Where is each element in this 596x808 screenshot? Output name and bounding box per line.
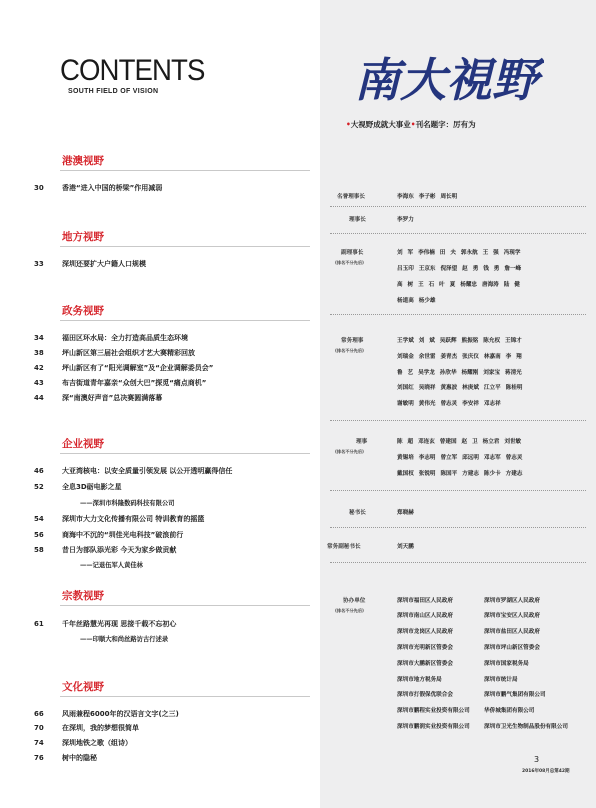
toc-page: 43	[34, 379, 44, 387]
section-heading: 港澳视野	[62, 155, 104, 167]
masthead-note: (排名不分先后)	[335, 608, 364, 613]
toc-page: 58	[34, 546, 44, 554]
slogan-main: 大视野成就大事业	[350, 120, 411, 129]
toc-entry[interactable]	[34, 753, 97, 764]
toc-title: 香港“进入中国的桥梁”作用减弱	[62, 184, 163, 192]
bullet-icon: •	[410, 120, 416, 129]
masthead-label: 协办单位	[343, 598, 366, 604]
masthead-names: 刘 军 李伟楠 田 夫 郭永航 王 强 冯现学	[397, 250, 521, 256]
masthead-label: 理事	[356, 439, 368, 445]
section-heading: 地方视野	[62, 231, 104, 243]
co-organizer: 深圳市鹏气集团有限公司	[484, 692, 546, 698]
toc-entry[interactable]	[34, 183, 162, 194]
toc-subtitle: ——记退伍军人黄佳林	[80, 562, 143, 569]
toc-entry[interactable]	[34, 482, 122, 493]
contents-subtitle: SOUTH FIELD OF VISION	[68, 88, 159, 95]
toc-title: 布吉街道青年嘉亲“众创大巴”探觅“痛点商机”	[62, 379, 207, 387]
masthead-names: 郑晓赫	[397, 510, 414, 516]
toc-title: 深圳还要扩大户籍人口规模	[62, 260, 146, 268]
magazine-logo-text: 南大視野	[354, 53, 538, 107]
toc-subtitle: ——深圳市科隆数码科技有限公司	[80, 500, 175, 507]
contents-title: CONTENTS	[60, 54, 205, 87]
toc-entry[interactable]	[34, 619, 176, 630]
co-organizer: 深圳市打假保优联合会	[397, 692, 453, 698]
masthead-divider	[330, 206, 586, 207]
section-divider	[60, 246, 310, 247]
toc-page: 34	[34, 334, 44, 342]
toc-page: 61	[34, 620, 44, 628]
toc-title: 坪山新区第三届社会组织才艺大赛精彩回放	[62, 349, 195, 357]
toc-entry[interactable]	[34, 363, 213, 374]
toc-entry[interactable]	[34, 348, 195, 359]
section-heading: 企业视野	[62, 438, 104, 450]
co-organizer: 深圳市盐田区人民政府	[484, 629, 540, 635]
toc-title: 深圳市大力文化传播有限公司 特训教育的摇篮	[62, 515, 205, 523]
co-organizer: 深圳市国家税务局	[484, 661, 529, 667]
masthead-names: 李罗力	[397, 217, 414, 223]
masthead-names: 高 树 王 石 叶 夏 杨耀忠 唐海涛 陆 健	[397, 282, 520, 288]
toc-entry[interactable]	[34, 259, 146, 270]
issue-info: 2016年08月总第42期	[522, 769, 570, 774]
toc-title: 在深圳，我的梦想很简单	[62, 724, 139, 732]
toc-subtitle: ——印顺大和尚丝路访古行述录	[80, 636, 169, 643]
section-divider	[60, 453, 310, 454]
toc-page: 74	[34, 739, 44, 747]
section-divider	[60, 170, 310, 171]
masthead-names: 李海东 李子彬 周长明	[397, 194, 458, 200]
masthead-label: 副理事长	[341, 250, 364, 256]
masthead-names: 刘国红 吴晓祥 黄惠波 林庚斌 江立平 陈桂明	[397, 385, 523, 391]
toc-title: 全息3D砺电影之星	[62, 483, 122, 491]
toc-page: 54	[34, 515, 44, 523]
toc-page: 38	[34, 349, 44, 357]
toc-entry[interactable]	[34, 723, 139, 734]
masthead-label: 秘书长	[349, 510, 366, 516]
toc-entry[interactable]	[34, 378, 206, 389]
toc-entry[interactable]	[34, 466, 232, 477]
masthead-divider	[330, 527, 586, 528]
masthead-names: 吕玉印 王京东 倪泽望 赵 勇 钱 勇 詹一峰	[397, 266, 522, 272]
section-heading: 宗教视野	[62, 590, 104, 602]
co-organizer: 深圳市龙岗区人民政府	[397, 629, 453, 635]
toc-entry[interactable]	[34, 738, 132, 749]
masthead-names: 杨道高 杨少雄	[397, 298, 436, 304]
section-heading: 文化视野	[62, 681, 104, 693]
co-organizer: 深圳市光明新区管委会	[397, 645, 453, 651]
slogan-credit: 刊名题字：厉有为	[415, 120, 476, 129]
masthead-names: 陈 超 邓连玄 曾建国 赵 卫 杨立君 刘世敏	[397, 439, 522, 445]
toc-title: 大亚湾核电：以安全质量引领发展 以公开透明赢得信任	[62, 467, 233, 475]
co-organizer: 深圳市鹏润实业投资有限公司	[397, 724, 470, 730]
masthead-divider	[330, 314, 586, 315]
co-organizer: 华侨城集团有限公司	[484, 708, 535, 714]
co-organizer: 深圳市罗湖区人民政府	[484, 598, 540, 604]
masthead-divider	[330, 490, 586, 491]
toc-title: 福田区环水局：全力打造高品质生态环境	[62, 334, 188, 342]
section-divider	[60, 605, 310, 606]
page-number: 3	[534, 755, 540, 764]
section-divider	[60, 320, 310, 321]
masthead-divider	[330, 233, 586, 234]
toc-title: 昔日为部队添光彩 今天为家乡做贡献	[62, 546, 177, 554]
toc-page: 56	[34, 531, 44, 539]
co-organizer: 深圳市福田区人民政府	[397, 598, 453, 604]
toc-page: 70	[34, 724, 44, 732]
co-organizer: 深圳市鹏程实业投资有限公司	[397, 708, 470, 714]
co-organizer: 深圳市宝安区人民政府	[484, 613, 540, 619]
masthead-note: (排名不分先后)	[335, 260, 364, 265]
toc-page: 30	[34, 184, 44, 192]
magazine-logo	[354, 48, 544, 108]
masthead-divider	[330, 562, 586, 563]
masthead-names: 戴国权 张锐明 陈国平 方建志 陈少卡 方建志	[397, 471, 523, 477]
co-organizer: 深圳市卫光生物制品股份有限公司	[484, 724, 568, 730]
toc-title: 千年丝路慧光再现 思接千载不忘初心	[62, 620, 177, 628]
co-organizer: 深圳市南山区人民政府	[397, 613, 453, 619]
masthead-names: 谢敏明 黄伟光 曾志灵 李安祥 邓志祥	[397, 401, 501, 407]
masthead-names: 王学斌 刘 斌 吴跃辉 熊振铭 陈允权 王锦才	[397, 338, 522, 344]
masthead-label: 常务理事	[341, 338, 364, 344]
toc-title: 深“南澳好声音”总决赛圆满落幕	[62, 394, 163, 402]
bullet-icon: •	[346, 120, 351, 129]
masthead-names: 黄锡培 李志明 曾立军 邱远明 邓志军 曾志灵	[397, 455, 523, 461]
toc-title: 深圳地铁之歌（组诗）	[62, 739, 132, 747]
masthead-note: (排名不分先后)	[335, 348, 364, 353]
co-organizer: 深圳市统计局	[484, 677, 518, 683]
co-organizer: 深圳市坪山新区管委会	[484, 645, 540, 651]
toc-entry[interactable]	[34, 530, 183, 541]
section-divider	[60, 696, 310, 697]
toc-page: 42	[34, 364, 44, 372]
masthead-names: 鲁 艺 吴学龙 孙欣华 杨耀刚 刘家宝 蒋清光	[397, 370, 522, 376]
toc-title: 风雨兼程6000年的汉语言文字(之三)	[62, 710, 179, 718]
toc-page: 76	[34, 754, 44, 762]
masthead-label: 理事长	[349, 217, 366, 223]
masthead-divider	[330, 420, 586, 421]
masthead-label: 常务副秘书长	[327, 544, 361, 550]
masthead-names: 刘瑞金 余世雷 姜青杰 张庆仪 林嘉南 李 翔	[397, 354, 522, 360]
toc-page: 46	[34, 467, 44, 475]
toc-page: 66	[34, 710, 44, 718]
toc-title: 树中的隐秘	[62, 754, 97, 762]
toc-entry[interactable]	[34, 393, 162, 404]
masthead-label: 名誉理事长	[337, 194, 365, 200]
toc-page: 44	[34, 394, 44, 402]
toc-title: 商海中不沉的“圳佳光电科技”破浪前行	[62, 531, 184, 539]
co-organizer: 深圳市大鹏新区管委会	[397, 661, 453, 667]
toc-entry[interactable]	[34, 709, 179, 720]
section-heading: 政务视野	[62, 305, 104, 317]
co-organizer: 深圳市地方税务局	[397, 677, 442, 683]
toc-page: 52	[34, 483, 44, 491]
masthead-names: 刘天鹏	[397, 544, 414, 550]
masthead-note: (排名不分先后)	[335, 449, 364, 454]
toc-page: 33	[34, 260, 44, 268]
toc-entry[interactable]	[34, 333, 188, 344]
toc-entry[interactable]	[34, 545, 176, 556]
toc-entry[interactable]	[34, 514, 204, 525]
magazine-slogan	[346, 119, 476, 130]
toc-title: 坪山新区有了“阳光调解室”及“企业调解委员会”	[62, 364, 214, 372]
